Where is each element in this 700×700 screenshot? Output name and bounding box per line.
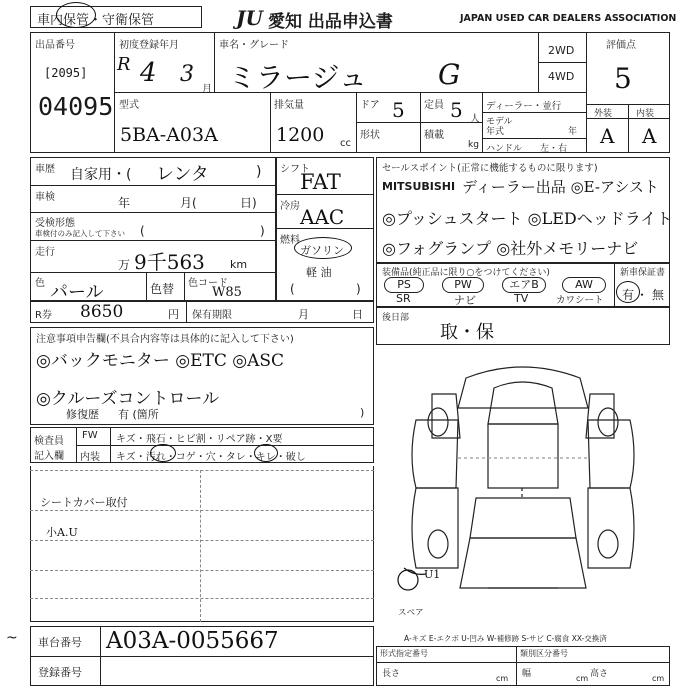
equipment-label: 装備品(純正品に限り○をつけてください) — [382, 268, 550, 278]
model-code-label: 型式 — [119, 100, 139, 111]
inspector-label-1: 検査員 — [34, 436, 64, 447]
divider — [538, 62, 586, 63]
model-code: 5BA-A03A — [120, 124, 218, 146]
divider — [30, 656, 374, 657]
recycle-value: 8650 — [80, 302, 124, 322]
car-name: ミラージュ — [228, 61, 367, 94]
warranty-yes: 有 — [622, 288, 635, 302]
fuel-close: ) — [356, 282, 361, 296]
divider — [614, 263, 615, 307]
deadline-label: 保有期限 — [192, 310, 232, 321]
sag-circle-mark — [254, 444, 278, 462]
equip-aw: AW — [562, 277, 606, 293]
warranty-no: 無 — [652, 288, 665, 302]
sales-line-2: ◎プッシュスタート ◎LEDヘッドライト — [382, 209, 673, 228]
fuel-diesel: 軽 油 — [306, 266, 332, 279]
mileage-unit: km — [230, 258, 248, 271]
lot-small-number: [2095] — [44, 66, 88, 80]
warranty-label: 新車保証書 — [620, 268, 666, 278]
color-change-label: 色替 — [150, 282, 175, 296]
doors-label: ドア — [360, 100, 380, 111]
divider — [482, 138, 586, 139]
chassis-label: 車台番号 — [38, 636, 82, 649]
recycle-label: R券 — [35, 310, 52, 321]
margin-mark: ~ — [6, 630, 18, 646]
equip-ps: PS — [384, 277, 424, 293]
fw-items: キズ・飛石・ヒビ割・リペア跡・X要 — [116, 434, 283, 445]
registration-label: 登録番号 — [38, 666, 82, 679]
sales-line-3: ◎フォグランプ ◎社外メモリーナビ — [382, 239, 639, 258]
divider — [30, 540, 374, 541]
color-code-label: 色コード — [188, 278, 228, 289]
cc-unit: cc — [340, 138, 351, 149]
exterior-score: A — [600, 124, 615, 148]
fw-label: FW — [82, 430, 98, 441]
2wd-label: 2WD — [548, 44, 575, 57]
divider — [586, 32, 587, 153]
repair-value: 有 (箇所 — [118, 408, 159, 421]
form-title: 愛知 出品申込書 — [268, 12, 393, 32]
remarks-value: 取・保 — [440, 322, 494, 343]
divider — [30, 240, 276, 241]
loading-unit: kg — [468, 140, 479, 150]
lot-label: 出品番号 — [35, 40, 75, 51]
deadline-day: 日 — [352, 308, 363, 321]
shift-label: シフト — [280, 164, 310, 175]
divider — [628, 104, 629, 153]
mileage-man: 万 — [118, 258, 131, 272]
score-label: 評価点 — [606, 40, 636, 51]
equip-seat: カワシート — [556, 295, 604, 306]
car-name-label: 車名・グレード — [219, 40, 289, 51]
inspector-label-2: 記入欄 — [34, 451, 64, 462]
divider — [276, 194, 374, 195]
remarks-label: 後日部 — [382, 313, 410, 323]
interior-inspect-label: 内装 — [80, 452, 100, 463]
car-grade: G — [438, 58, 461, 91]
type-number-label: 形式指定番号 — [380, 649, 428, 658]
registration-year: 4 — [140, 58, 157, 88]
handle-label: ハンドル — [486, 144, 523, 154]
inspection-label: 車検 — [35, 192, 55, 203]
diagram-mark: U1 — [424, 568, 441, 581]
sales-line-1: ディーラー出品 ◎E-アシスト — [462, 178, 659, 196]
notes-line-1: ◎バックモニター ◎ETC ◎ASC — [36, 351, 284, 371]
divider — [214, 32, 215, 92]
ju-logo: JU — [236, 6, 263, 30]
equip-pw: PW — [442, 277, 484, 293]
doors-value: 5 — [392, 98, 405, 122]
shift-value: FAT — [300, 170, 341, 194]
width-label: 幅 — [522, 669, 532, 679]
first-registration-label: 初度登録年月 — [119, 40, 179, 51]
history-close: ) — [256, 164, 262, 180]
divider — [356, 122, 482, 123]
storage-stamp: 車内保管・守衛保管 — [37, 13, 155, 28]
month-unit: 月 — [202, 84, 212, 95]
class-number-label: 類別区分番号 — [520, 649, 568, 658]
inspector-note-2: 小A.U — [46, 526, 78, 539]
equip-navi: ナビ — [454, 294, 476, 307]
divider — [30, 570, 374, 571]
receipt-close: ) — [260, 224, 265, 238]
capacity-unit: 人 — [470, 114, 480, 125]
divider — [146, 272, 147, 301]
model-label: モデル — [486, 117, 513, 127]
length-label: 長さ — [382, 669, 401, 679]
notes-line-2: ◎クルーズコントロール — [36, 389, 220, 409]
lot-number: 04095 — [38, 92, 114, 121]
divider — [30, 470, 374, 471]
dealer-label: ディーラー・並行 — [486, 101, 562, 112]
chassis-number: A03A-0055667 — [106, 628, 279, 654]
receipt-open: ( — [140, 224, 145, 238]
interior-score: A — [642, 124, 657, 148]
divider — [186, 301, 187, 323]
capacity-value: 5 — [450, 98, 463, 122]
divider — [30, 598, 374, 599]
history-value: 自家用・( — [70, 167, 132, 183]
association-name: JAPAN USED CAR DEALERS ASSOCIATION — [460, 13, 677, 24]
inspector-note-1: シートカバー取付 — [40, 496, 128, 509]
dirt-circle-mark — [150, 444, 176, 462]
inspection-day-unit: 日) — [240, 196, 257, 210]
displacement-value: 1200 — [276, 124, 325, 146]
divider — [30, 212, 276, 213]
score-value: 5 — [614, 62, 632, 95]
divider — [482, 112, 586, 113]
repair-close: ) — [360, 406, 365, 419]
length-unit: cm — [496, 674, 509, 683]
repair-label: 修復歴 — [66, 408, 99, 421]
sales-brand: MITSUBISHI — [382, 180, 456, 193]
loading-label: 積載 — [424, 130, 444, 141]
registration-era: R — [117, 54, 131, 75]
fuel-gasoline: ガソリン — [300, 244, 344, 257]
history-rental: レンタ — [156, 164, 209, 185]
interior-inspect-items: キズ・汚れ・コゲ・穴・タレ・キレ・破し — [116, 452, 306, 463]
color-label: 色 — [35, 278, 45, 289]
exterior-label: 外装 — [594, 109, 613, 119]
divider — [184, 272, 185, 301]
fuel-label: 燃料 — [280, 235, 300, 246]
sales-points-label: セールスポイント(正常に機能するものに限ります) — [382, 163, 598, 174]
displacement-label: 排気量 — [274, 100, 304, 111]
notes-label: 注意事項申告欄(不具合内容等は具体的に記入して下さい) — [36, 334, 294, 345]
damage-legend: A-キズ E-エクボ U-凹み W-補修跡 S-サビ C-腐食 XX-交換済 — [404, 634, 607, 643]
height-label: 高さ — [590, 669, 609, 679]
divider — [376, 662, 670, 663]
color-value: パール — [50, 282, 104, 303]
remarks-block — [376, 307, 670, 345]
stamp-circle-mark — [56, 2, 96, 28]
divider — [76, 445, 374, 446]
width-unit: cm — [576, 674, 589, 683]
aircon-value: AAC — [300, 205, 345, 229]
divider — [516, 646, 517, 686]
receipt-label: 受検形態 — [35, 218, 75, 229]
fuel-selected-circle — [294, 237, 352, 259]
registration-month: 3 — [180, 62, 194, 87]
equip-sr: SR — [396, 292, 411, 305]
warranty-selected-circle — [616, 281, 640, 303]
fuel-open: ( — [290, 282, 295, 296]
recycle-unit: 円 — [168, 308, 179, 321]
spare-label: スペア — [398, 608, 424, 618]
equip-airbag: エアB — [502, 277, 546, 293]
inspection-year-unit: 年 — [118, 196, 131, 210]
shape-label: 形状 — [360, 130, 380, 141]
equip-tv: TV — [514, 292, 529, 305]
divider — [30, 185, 276, 186]
4wd-label: 4WD — [548, 70, 575, 83]
capacity-label: 定員 — [424, 100, 444, 111]
inspection-month-unit: 月( — [180, 196, 197, 210]
car-damage-diagram — [376, 348, 670, 618]
year-label: 年式 — [486, 127, 505, 137]
divider — [30, 510, 374, 511]
mileage-value: 9千563 — [134, 250, 205, 274]
mileage-label: 走行 — [35, 247, 55, 258]
year-unit: 年 — [568, 127, 578, 137]
divider — [200, 470, 201, 622]
aircon-label: 冷房 — [280, 201, 300, 212]
handle-options: 左・右 — [540, 144, 568, 154]
divider — [482, 92, 483, 153]
color-code: W85 — [212, 285, 242, 300]
height-unit: cm — [652, 674, 665, 683]
deadline-month: 月 — [298, 308, 309, 321]
divider — [270, 92, 271, 153]
history-label: 車歴 — [35, 164, 55, 175]
receipt-note: 車検付のみ記入して下さい — [35, 229, 125, 238]
interior-label: 内装 — [636, 109, 655, 119]
